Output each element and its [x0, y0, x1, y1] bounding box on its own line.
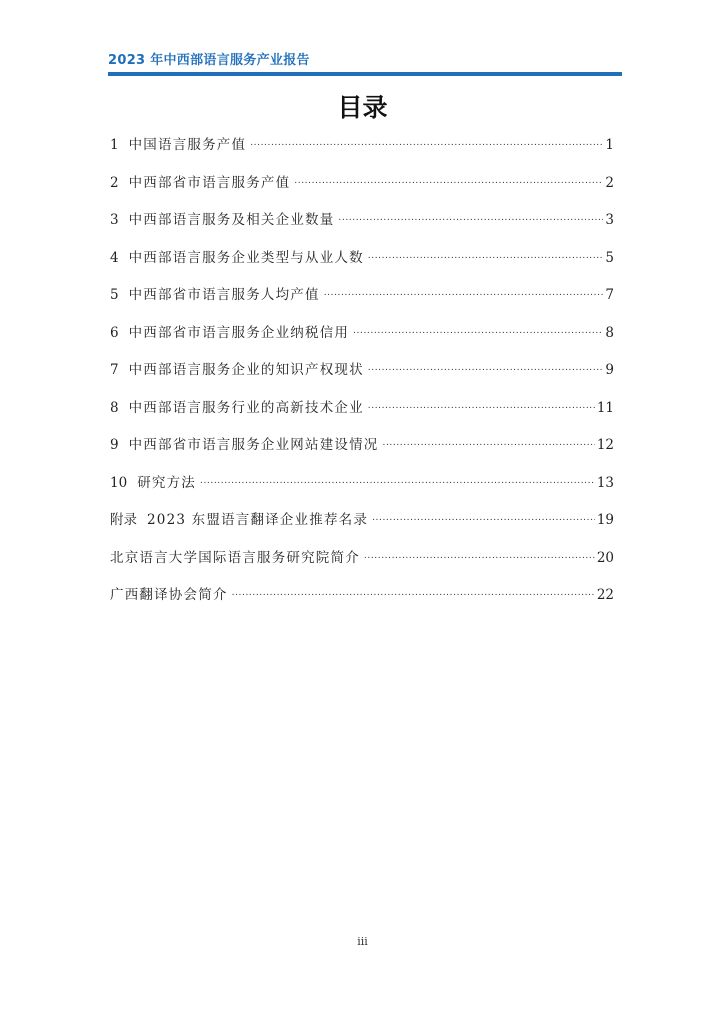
- page-number: iii: [357, 935, 368, 948]
- toc-entry-title: 中西部省市语言服务企业网站建设情况: [128, 437, 379, 453]
- toc-entry-page: 20: [596, 549, 614, 566]
- toc-entry-page: 13: [596, 474, 614, 491]
- toc-entry-number: 6: [110, 324, 119, 341]
- toc-entry-page: 2: [605, 174, 614, 191]
- table-of-contents: [110, 135, 614, 623]
- toc-entry-number: 附录: [110, 512, 137, 528]
- toc-entry-title: 北京语言大学国际语言服务研究院简介: [110, 549, 360, 566]
- toc-entry-number: 10: [110, 474, 128, 491]
- toc-entry-page: 1: [605, 137, 614, 153]
- toc-entry[interactable]: [110, 473, 614, 511]
- toc-dot-leader: [368, 396, 595, 416]
- toc-entry-page: 9: [605, 362, 614, 378]
- toc-entry-page: 12: [596, 437, 614, 453]
- toc-dot-leader: [353, 321, 603, 341]
- toc-entry[interactable]: [110, 360, 614, 398]
- toc-entry-number: 3: [110, 212, 119, 228]
- toc-entry-number: 1: [110, 137, 119, 153]
- toc-entry-number: 2: [110, 174, 119, 191]
- toc-entry[interactable]: [110, 398, 614, 436]
- toc-entry-title: 研究方法: [137, 474, 196, 491]
- toc-entry[interactable]: [110, 548, 614, 586]
- toc-entry-title: 中西部语言服务企业类型与从业人数: [128, 249, 364, 266]
- toc-entry-title: 中西部语言服务行业的高新技术企业: [128, 399, 364, 416]
- toc-dot-leader: [294, 171, 603, 191]
- toc-dot-leader: [324, 283, 604, 303]
- toc-dot-leader: [200, 471, 595, 491]
- toc-entry-page: 3: [605, 212, 614, 228]
- toc-dot-leader: [338, 208, 603, 228]
- toc-entry-page: 22: [596, 587, 614, 603]
- toc-entry[interactable]: [110, 435, 614, 473]
- toc-entry-title: 中西部语言服务企业的知识产权现状: [128, 362, 364, 378]
- toc-entry-page: 5: [605, 249, 614, 266]
- toc-entry[interactable]: [110, 510, 614, 548]
- toc-dot-leader: [368, 246, 604, 266]
- toc-entry-title: 中西部省市语言服务人均产值: [128, 287, 320, 303]
- toc-entry-title: 广西翻译协会简介: [110, 587, 228, 603]
- toc-entry-title: 2023 东盟语言翻译企业推荐名录: [147, 512, 369, 528]
- toc-dot-leader: [368, 358, 604, 378]
- toc-entry-page: 19: [596, 512, 614, 528]
- toc-entry-title: 中国语言服务产值: [128, 137, 247, 153]
- header-divider: [108, 72, 622, 76]
- toc-entry[interactable]: [110, 585, 614, 623]
- toc-dot-leader: [364, 546, 595, 566]
- toc-entry[interactable]: [110, 173, 614, 211]
- toc-entry-title: 中西部省市语言服务产值: [128, 174, 291, 191]
- toc-entry[interactable]: [110, 135, 614, 173]
- running-header: 2023 年中西部语言服务产业报告: [108, 53, 310, 68]
- toc-entry-number: 8: [110, 399, 119, 416]
- toc-entry-number: 7: [110, 362, 119, 378]
- toc-entry-title: 中西部省市语言服务企业纳税信用: [128, 324, 350, 341]
- toc-entry[interactable]: [110, 285, 614, 323]
- toc-title: 目录: [337, 93, 388, 122]
- toc-entry-title: 中西部语言服务及相关企业数量: [128, 212, 335, 228]
- toc-entry[interactable]: [110, 323, 614, 361]
- toc-entry-number: 9: [110, 437, 119, 453]
- toc-dot-leader: [250, 133, 603, 153]
- toc-dot-leader: [383, 433, 595, 453]
- toc-entry-number: 5: [110, 287, 119, 303]
- toc-entry-page: 11: [596, 399, 614, 416]
- toc-dot-leader: [372, 508, 595, 528]
- toc-entry[interactable]: [110, 210, 614, 248]
- toc-entry-page: 7: [605, 287, 614, 303]
- toc-entry[interactable]: [110, 248, 614, 286]
- toc-entry-number: 4: [110, 249, 119, 266]
- toc-entry-page: 8: [605, 324, 614, 341]
- toc-dot-leader: [232, 583, 595, 603]
